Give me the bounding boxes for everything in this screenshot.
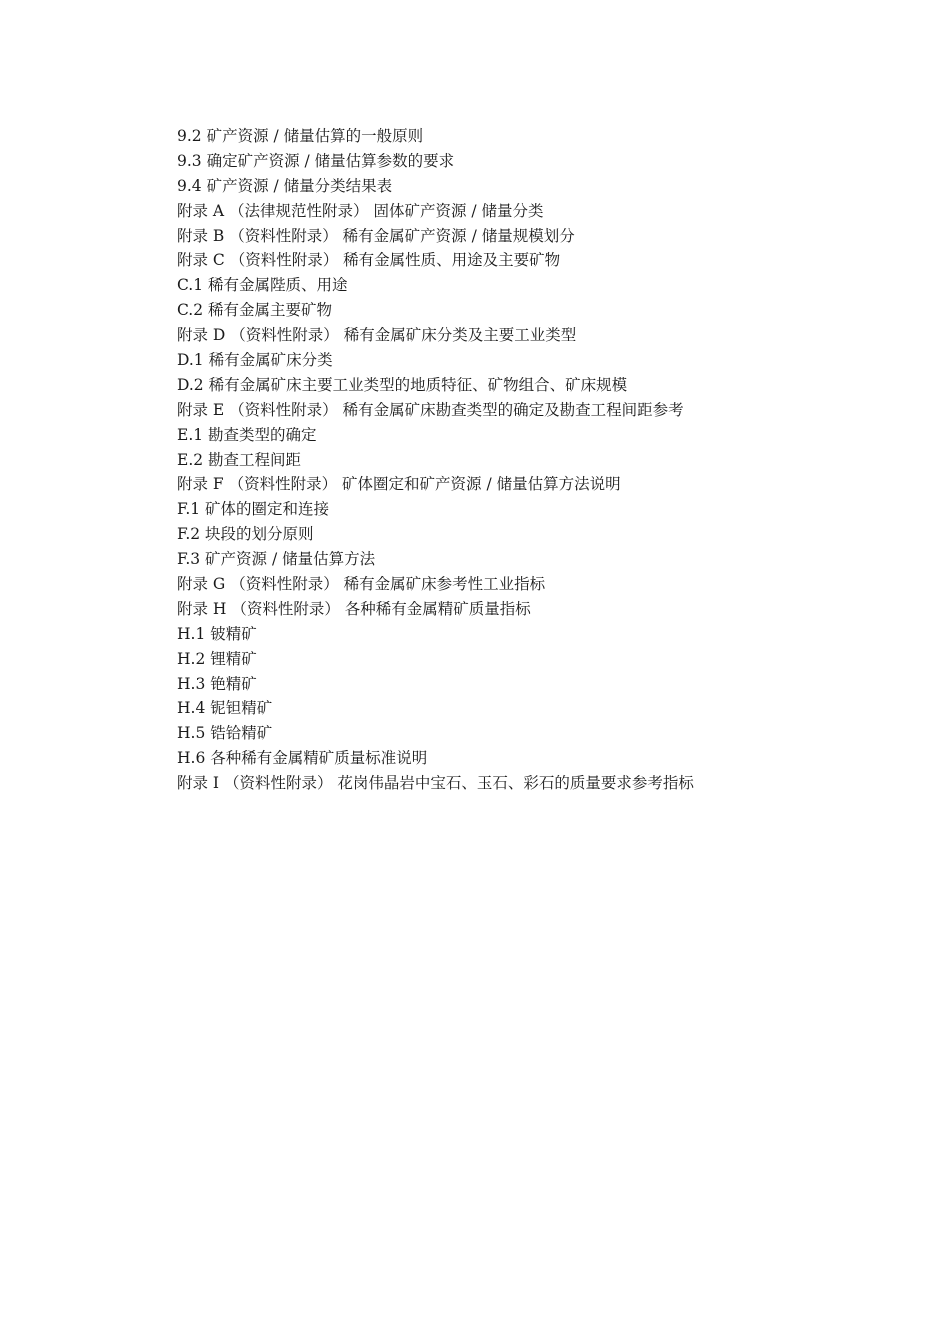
toc-entry: H.3 铯精矿 [177,674,257,693]
toc-entry-appendix-c: 附录 C （资料性附录） 稀有金属性质、用途及主要矿物 [177,251,561,270]
toc-entry-appendix-d: 附录 D （资料性附录） 稀有金属矿床分类及主要工业类型 [177,326,577,345]
toc-entry: H.5 锆铪精矿 [177,724,273,743]
toc-entry-appendix-h: 附录 H （资料性附录） 各种稀有金属精矿质量指标 [177,599,531,618]
toc-entry: 9.4 矿产资源 / 储量分类结果表 [177,176,393,195]
toc-entry-appendix-g: 附录 G （资料性附录） 稀有金属矿床参考性工业指标 [177,575,546,594]
toc-entry: E.1 勘查类型的确定 [177,425,317,444]
toc-entry-appendix-e: 附录 E （资料性附录） 稀有金属矿床勘查类型的确定及勘查工程间距参考 [177,400,684,419]
toc-entry: H.1 铍精矿 [177,624,257,643]
toc-entry: F.3 矿产资源 / 储量估算方法 [177,550,376,569]
toc-entry: D.1 稀有金属矿床分类 [177,351,333,370]
toc-entry: C.1 稀有金属陛质、用途 [177,276,348,295]
toc-entry: F.2 块段的划分原则 [177,525,314,544]
toc-entry: F.1 矿体的圈定和连接 [177,500,330,519]
toc-entry-appendix-a: 附录 A （法律规范性附录） 固体矿产资源 / 储量分类 [177,201,544,220]
toc-entry: H.6 各种稀有金属精矿质量标准说明 [177,749,428,768]
toc-entry-appendix-i: 附录 I （资料性附录） 花岗伟晶岩中宝石、玉石、彩石的质量要求参考指标 [177,774,694,793]
toc-entry: E.2 勘查工程间距 [177,450,302,469]
toc-entry-appendix-f: 附录 F （资料性附录） 矿体圈定和矿产资源 / 储量估算方法说明 [177,475,621,494]
toc-entry: 9.3 确定矿产资源 / 储量估算参数的要求 [177,151,455,170]
toc-entry-appendix-b: 附录 B （资料性附录） 稀有金属矿产资源 / 储量规模划分 [177,226,575,245]
toc-entry: D.2 稀有金属矿床主要工业类型的地质特征、矿物组合、矿床规模 [177,375,628,394]
toc-entry: 9.2 矿产资源 / 储量估算的一般原则 [177,127,424,145]
toc-entry: H.4 铌钽精矿 [177,699,273,718]
toc-entry: C.2 稀有金属主要矿物 [177,301,333,320]
toc-entry: H.2 锂精矿 [177,649,257,668]
table-of-contents [177,124,877,796]
